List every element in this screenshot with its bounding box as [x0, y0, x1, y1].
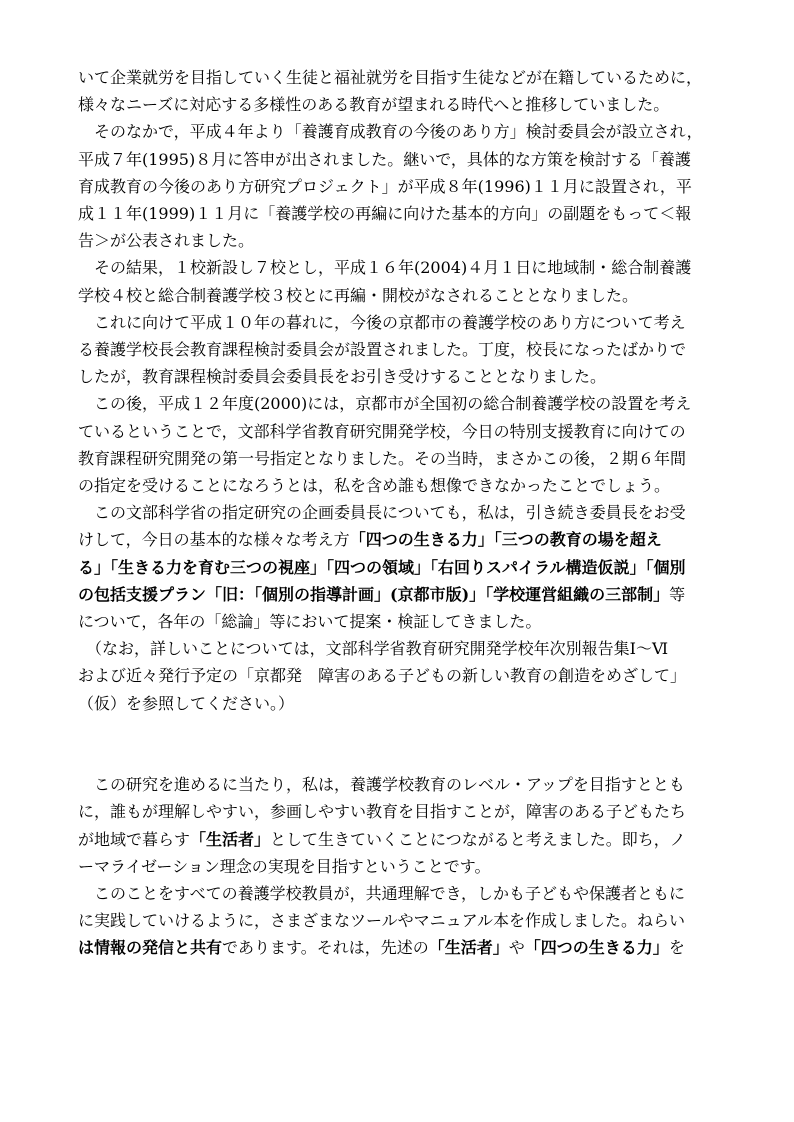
text-segment: 等: [669, 584, 686, 604]
bold-text-segment: は: [78, 938, 95, 958]
text-line: [78, 500, 718, 526]
text-segment: および近々発行予定の「京都発 障害のある子どもの新しい教育の創造をめざして」: [78, 666, 687, 686]
text-segment: 平成７年(1995)８月に答申が出されました。継いで，具体的な方策を検討する「養護: [78, 149, 691, 169]
text-line: [78, 147, 718, 173]
text-line: [78, 65, 718, 91]
text-segment: が地域で暮らす: [78, 829, 191, 849]
text-segment: に，誰もが理解しやすい，参画しやすい教育を目指すことが，障害のある子どもたち: [78, 802, 687, 822]
text-line: [78, 337, 718, 363]
text-segment: （なお，詳しいことについては，文部科学省教育研究開発学校年次別報告集Ⅰ～Ⅵ: [78, 639, 669, 659]
text-segment: けして，今日の基本的な様々な考え方: [78, 530, 350, 550]
text-line: [78, 745, 718, 771]
text-line: [78, 636, 718, 662]
text-segment: や: [508, 938, 525, 958]
text-line: [78, 718, 718, 744]
text-segment: であります。それは，先述の: [222, 938, 429, 958]
text-line: [78, 255, 718, 281]
text-line: [78, 827, 718, 853]
text-segment: について，各年の「総論」等において提案・検証してきました。: [78, 612, 542, 631]
text-segment: 成１１年(1999)１１月に「養護学校の再編に向けた基本的方向」の副題をもって＜報: [78, 204, 692, 223]
text-segment: の指定を受けることになろうとは，私を含め誰も想像できなかったことでしょう。: [78, 476, 671, 495]
bold-text-segment: 「四つの生きる力」「三つの教育の場を超え: [349, 530, 662, 550]
text-segment: 育成教育の今後のあり方研究プロジェクト」が平成８年(1996)１１月に設置され，平: [78, 176, 692, 196]
bold-text-segment: 「生活者」: [190, 829, 271, 849]
text-line: [78, 609, 718, 635]
text-line: [78, 473, 718, 499]
text-line: [78, 582, 718, 608]
text-line: [78, 908, 718, 934]
text-segment: （仮）を参照してください。）: [78, 693, 295, 713]
text-line: [78, 201, 718, 227]
bold-text-segment: 情報の発信と共有: [94, 938, 223, 958]
text-segment: を: [668, 938, 685, 958]
text-line: [78, 691, 718, 717]
text-line: [78, 555, 718, 581]
text-line: [78, 92, 718, 118]
text-line: [78, 174, 718, 200]
text-segment: 教育課程研究開発の第一号指定となりました。その当時，まさかこの後，２期６年間: [78, 448, 687, 468]
text-segment: ているということで，文部科学省教育研究開発学校，今日の特別支援教育に向けての: [78, 421, 686, 441]
text-line: [78, 119, 718, 145]
text-line: [78, 283, 718, 309]
text-segment: 学校４校と総合制養護学校３校とに再編・開校がなされることとなりました。: [78, 285, 639, 305]
text-line: [78, 935, 718, 961]
text-line: [78, 881, 718, 907]
text-line: [78, 310, 718, 336]
text-segment: そのなかで，平成４年より「養護育成教育の今後のあり方」検討委員会が設立され，: [78, 122, 703, 142]
text-line: [78, 446, 718, 472]
text-line: [78, 772, 718, 798]
text-line: [78, 391, 718, 417]
text-line: [78, 854, 718, 880]
text-line: [78, 527, 718, 553]
text-line: [78, 364, 718, 390]
text-line: [78, 663, 718, 689]
text-segment: この後，平成１２年度(2000)には，京都市が全国初の総合制養護学校の設置を考え: [78, 394, 692, 414]
text-line: [78, 419, 718, 445]
bold-text-segment: 「生活者」: [428, 938, 509, 958]
text-segment: これに向けて平成１０年の暮れに，今後の京都市の養護学校のあり方について考え: [78, 312, 686, 332]
text-segment: として生きていくことにつながると考えました。即ち，ノ: [270, 829, 686, 849]
text-segment: る養護学校長会教育課程検討委員会が設置されました。丁度，校長になったばかりで: [78, 340, 687, 359]
text-segment: に実践していけるように，さまざまなツールやマニュアル本を作成しました。ねらい: [78, 911, 686, 931]
text-segment: 様々なニーズに対応する多様性のある教育が望まれる時代へと推移していました。: [78, 95, 670, 115]
text-segment: この文部科学省の指定研究の企画委員長についても，私は，引き続き委員長をお受: [78, 503, 686, 523]
bold-text-segment: る」「生きる力を育む三つの視座」「四つの領域」「右回りスパイラル構造仮説」「個別: [78, 557, 686, 577]
text-segment: このことをすべての養護学校教員が，共通理解でき，しかも子どもや保護者ともに: [78, 884, 686, 903]
text-segment: したが，教育課程検討委員会委員長をお引き受けすることとなりました。: [78, 367, 607, 387]
text-segment: いて企業就労を目指していく生徒と福祉就労を目指す生徒などが在籍しているために，: [78, 68, 703, 87]
text-segment: この研究を進めるに当たり，私は，養護学校教育のレベル・アップを目指すととも: [78, 775, 685, 795]
bold-text-segment: の包括支援プラン「旧：「個別の指導計画」(京都市版)」「学校運営組織の三部制」: [78, 584, 670, 604]
text-segment: ーマライゼーション理念の実現を目指すということです。: [78, 856, 491, 876]
text-line: [78, 228, 718, 254]
text-segment: その結果，１校新設し７校とし，平成１６年(2004)４月１日に地域制・総合制養護: [78, 258, 692, 278]
text-line: [78, 799, 718, 825]
text-segment: 告＞が公表されました。: [78, 231, 255, 251]
bold-text-segment: 「四つの生きる力」: [524, 938, 669, 958]
